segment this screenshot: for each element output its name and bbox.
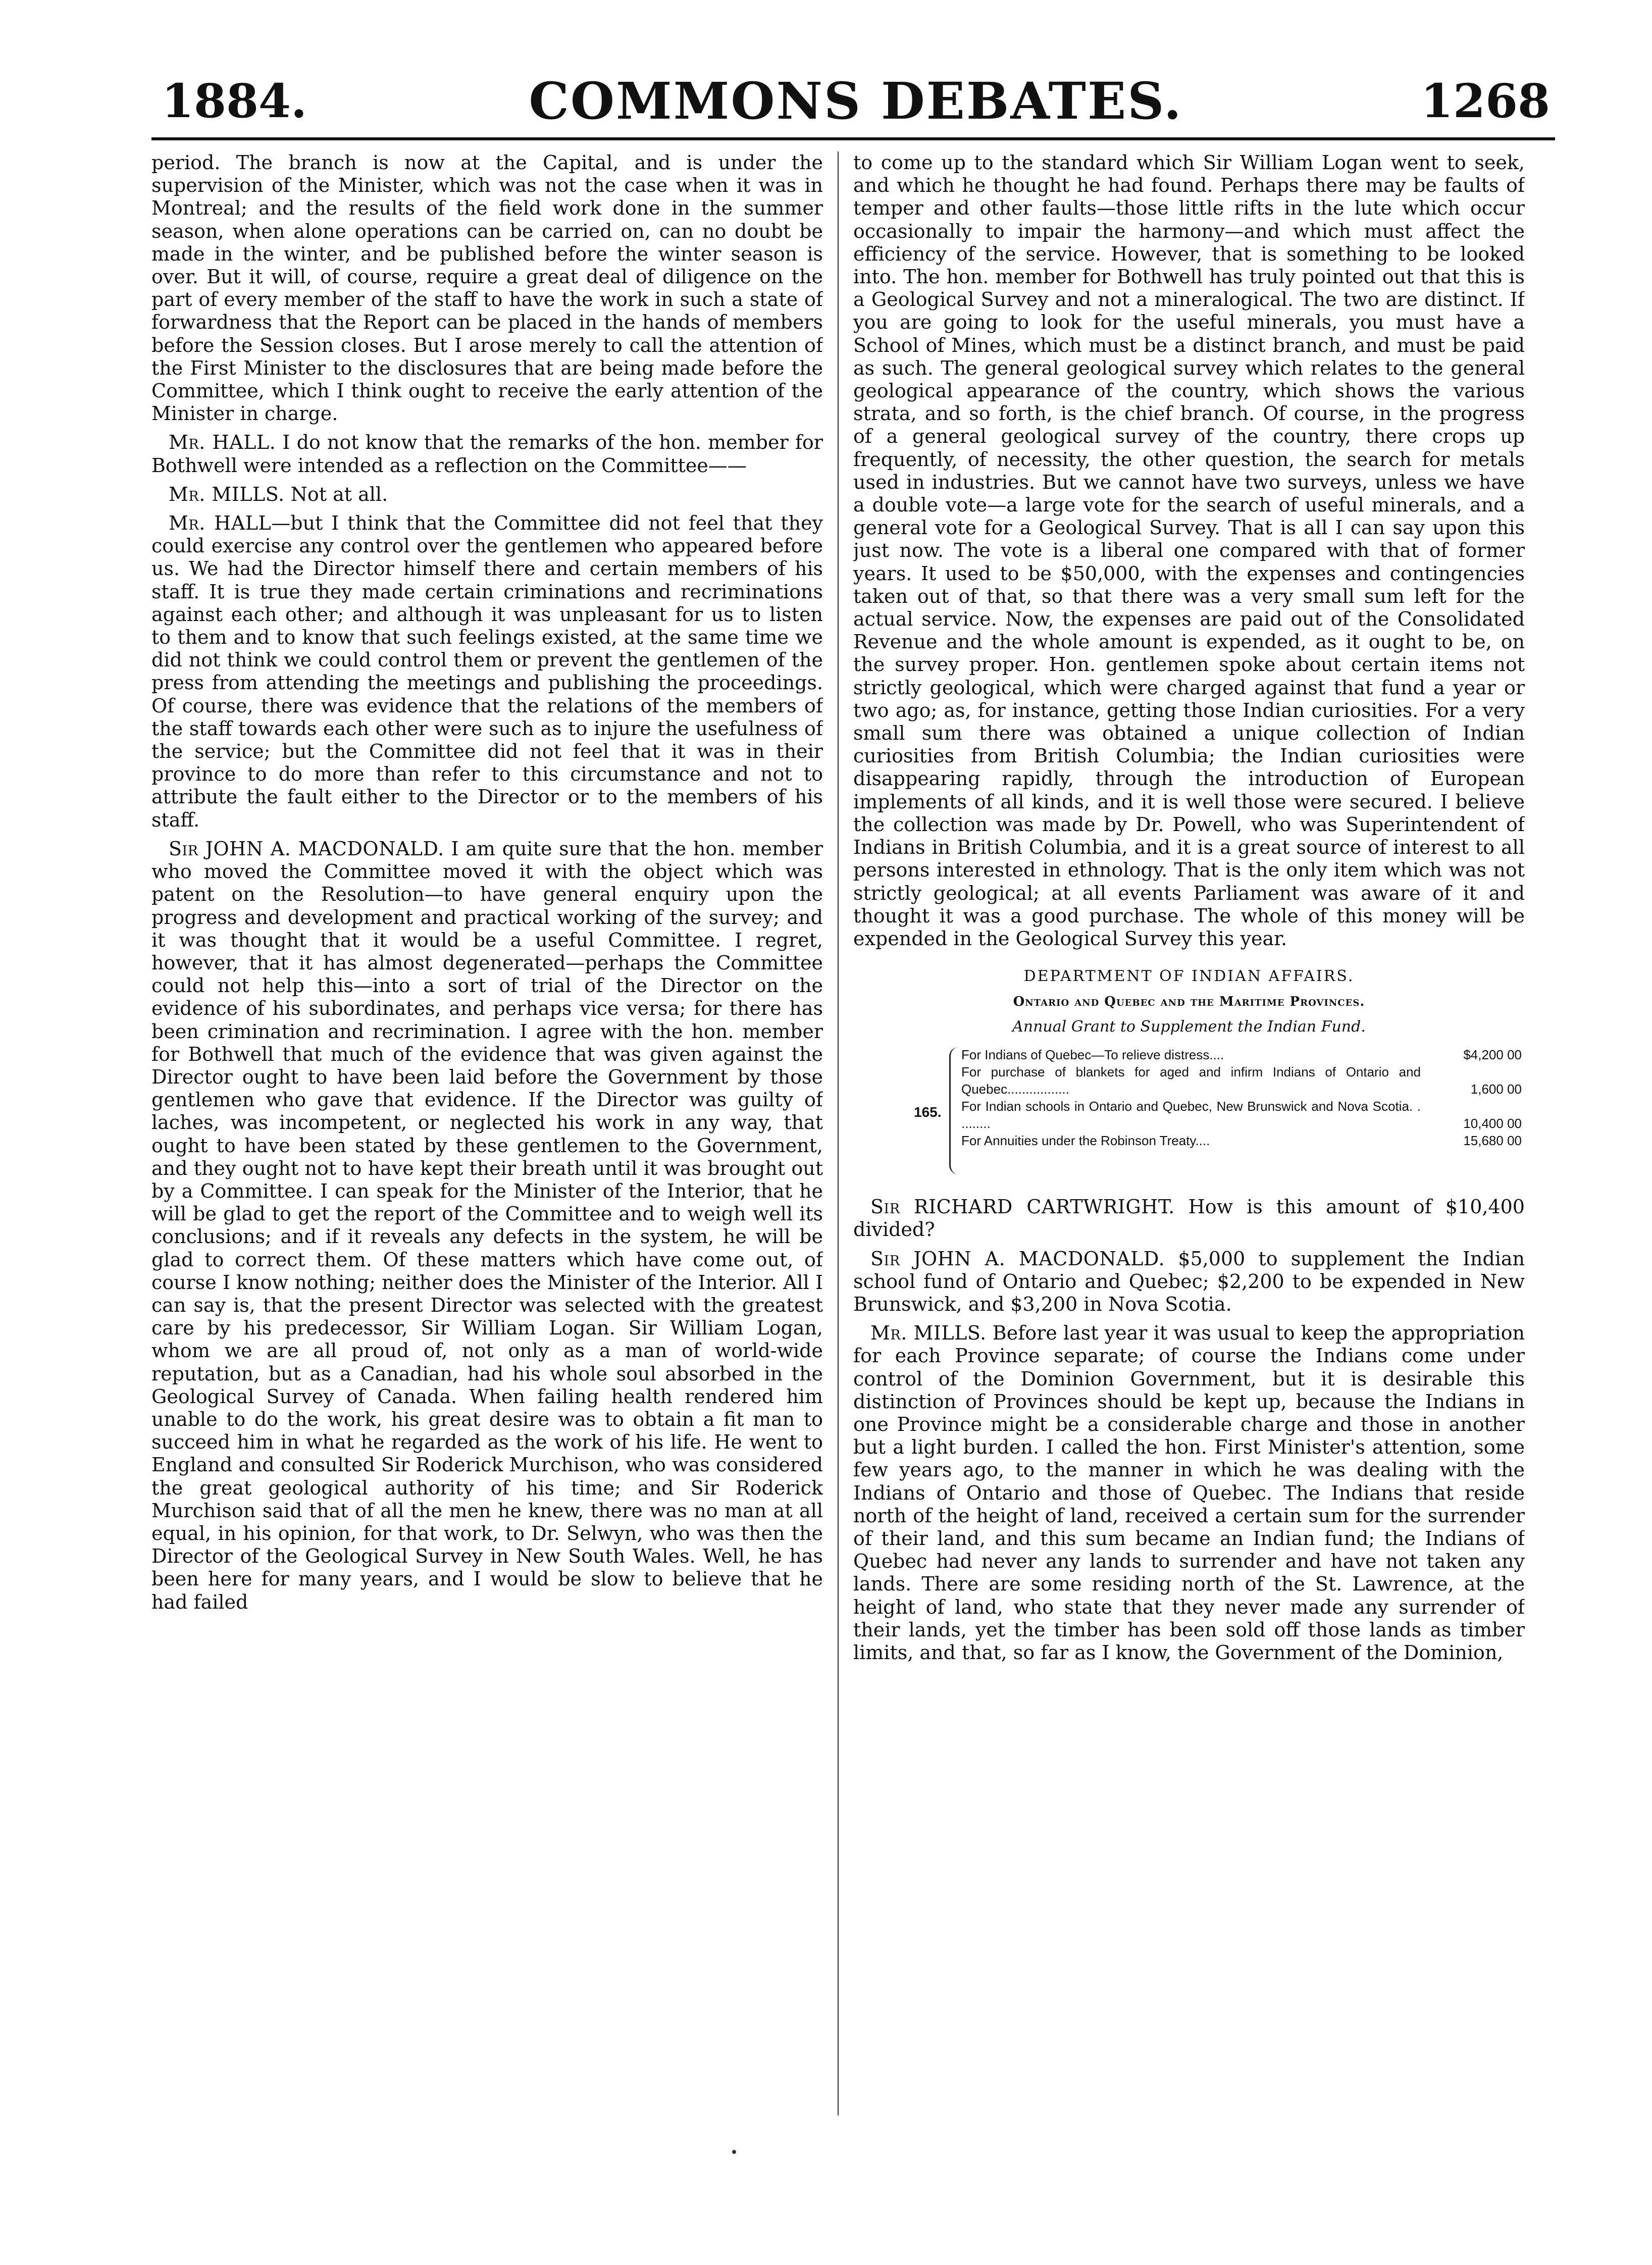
vote-item bbox=[961, 1063, 1522, 1098]
right-column bbox=[853, 151, 1525, 2171]
speech-text: How is this amount of $10,400 divided? bbox=[853, 1196, 1525, 1241]
department-heading bbox=[853, 965, 1525, 1038]
speaker-name: Mr. MILLS. bbox=[870, 1322, 987, 1345]
vote-item bbox=[961, 1132, 1522, 1149]
speech-text: $5,000 to supplement the Indian school fund of Ontario and Quebec; $2,200 to be expended in New Brunswick, and $3,200 in Nova Scotia. bbox=[853, 1247, 1525, 1315]
department-region: Ontario and Quebec and the Maritime Provinces. bbox=[1013, 994, 1365, 1010]
print-mark bbox=[732, 2150, 736, 2154]
page-header bbox=[162, 71, 1550, 131]
vote-item-amount: $4,200 00 bbox=[1463, 1047, 1522, 1063]
vote-item-amount: 1,600 00 bbox=[1470, 1082, 1522, 1097]
paragraph: period. The branch is now at the Capital, and is under the supervision of the Minister, which was not the case when it was in Montreal; and the results of the field work done in the summer season, when alone operations can be carried on, can no doubt be made in the winter, and be published before the winter season is over. But it will, of course, require a great deal of diligence on the part of every member of the staff to have the work in such a state of forwardness that the Report can be placed in the hands of members before the Session closes. But I arose merely to call the attention of the First Minister to the disclosures that are being made before the Committee, which I think ought to receive the early attention of the Minister in charge. bbox=[151, 151, 823, 425]
speech bbox=[151, 512, 823, 832]
left-column bbox=[151, 151, 823, 2171]
header-rule bbox=[151, 137, 1555, 140]
paragraph: to come up to the standard which Sir William Logan went to seek, and which he thought he had found. Perhaps there may be faults of temper and other faults—those little rifts in the lute which occur occasionally to impair the harmony—and which must affect the efficiency of the service. However, that is something to be looked into. The hon. member for Bothwell has truly pointed out that this is a Geological Survey and not a mineralogical. The two are distinct. If you are going to look for the useful minerals, you must have a School of Mines, which must be a distinct branch, and must be paid as such. The general geological survey which relates to the general geological appearance of the country, which shows the various strata, and so forth, is the chief branch. Of course, in the progress of a general geological survey of the country, there crops up frequently, of necessity, the other question, the search for metals used in industries. But we cannot have two surveys, unless we have a double vote—a large vote for the search of useful minerals, and a general vote for a Geological Survey. That is all I can say upon this just now. The vote is a liberal one compared with that of former years. It used to be $50,000, with the expenses and contingencies taken out of that, so that there was a very small sum left for the actual service. Now, the expenses are paid out of the Consolidated Revenue and the whole amount is expended, as it ought to be, on the survey proper. Hon. gentlemen spoke about certain items not strictly geological, which were charged against that fund a year or two ago; as, for instance, getting those Indian curiosities. For a very small sum there was obtained a unique collection of Indian curiosities from British Columbia; the Indian curiosities were disappearing rapidly, through the introduction of European implements of all kinds, and it is well those were secured. I believe the collection was made by Dr. Powell, who was Superintendent of Indians in British Columbia, and it is a great source of interest to all persons interested in ethnology. That is the only item which was not strictly geological; at all events Parliament was aware of it and thought it was a good purchase. The whole of this money will be expended in the Geological Survey this year. bbox=[853, 151, 1525, 950]
vote-item-description: For Annuities under the Robinson Treaty.... bbox=[961, 1133, 1210, 1149]
speaker-name: Mr. MILLS. bbox=[169, 483, 285, 505]
department-grant: Annual Grant to Supplement the Indian Fund. bbox=[1012, 1018, 1366, 1036]
speech-text: Not at all. bbox=[290, 483, 388, 505]
vote-item-description: For Indian schools in Ontario and Quebec, New Brunswick and Nova Scotia. . ........ bbox=[961, 1099, 1421, 1131]
speech-text: —but I think that the Committee did not feel that they could exercise any control over the gentlemen who appeared before us. We had the Director himself there and certain members of his staff. It is true they made certain criminations and recriminations against each other; and although it was unpleasant for us to listen to them and to know that such feelings existed, at the same time we did not think we could control them or prevent the gentlemen of the press from attending the meetings and publishing the proceedings. Of course, there was evidence that the relations of the members of the staff towards each other were such as to injure the usefulness of the service; but the Committee did not feel that it was in their province to do more than refer to this circumstance and not to attribute the fault either to the Director or to the members of his staff. bbox=[151, 512, 823, 831]
speech-text: I am quite sure that the hon. member who moved the Committee moved it with the object which was patent on the Resolution—to have general enquiry upon the progress and development and practical working of the survey; and it was thought that it would be a useful Committee. I regret, however, that it has almost degenerated—perhaps the Committee could not help this—into a sort of trial of the Director on the evidence of his subordinates, and perhaps vice versa; for there has been crimination and recrimination. I agree with the hon. member for Bothwell that much of the evidence that was given against the Director ought to have been laid before the Government by those gentlemen who gave that evidence. If the Director was guilty of laches, was incompetent, or neglected his work in any way, that ought to have been stated by these gentlemen to the Government, and they ought not to have kept their breath until it was brought out by a Committee. I can speak for the Minister of the Interior, that he will be glad to get the report of the Committee and to weigh well its conclusions; and if it reveals any defects in the system, he will be glad to correct them. Of these matters which have come out, of course I know nothing; neither does the Minister of the Interior. All I can say is, that the present Director was selected with the greatest care by his predecessor, Sir William Logan. Sir William Logan, whom we are all proud of, not only as a man of world-wide reputation, but as a Canadian, had his whole soul absorbed in the Geological Survey of Canada. When failing health rendered him unable to do the work, his great desire was to obtain a fit man to succeed him in what he regarded as the work of his life. He went to England and consulted Sir Roderick Murchison, who was considered the great geological authority of his time; and Sir Roderick Murchison said that of all the men he knew, there was no man at all equal, in his opinion, for that work, to Dr. Selwyn, who was then the Director of the Geological Survey in New South Wales. Well, he has been here for many years, and I would be slow to believe that he had failed bbox=[151, 837, 823, 1613]
vote-items bbox=[961, 1046, 1522, 1149]
speech bbox=[853, 1248, 1525, 1316]
vote-item-amount: 10,400 00 bbox=[1463, 1116, 1522, 1131]
vote-item-description: For purchase of blankets for aged and infirm Indians of Ontario and Quebec................. bbox=[961, 1064, 1421, 1097]
speaker-name: Mr. HALL bbox=[169, 512, 272, 535]
vote-item-description: For Indians of Quebec—To relieve distress.... bbox=[961, 1047, 1224, 1063]
publication-title: COMMONS DEBATES. bbox=[529, 71, 1183, 131]
year: 1884. bbox=[162, 74, 307, 128]
speech-text: Before last year it was usual to keep the appropriation for each Province separate; of course the Indians come under control of the Dominion Government, but it is desirable this distinction of Provinces should be kept up, because the Indians in one Province might be a considerable charge and those in another but a light burden. I called the hon. First Minister's attention, some few years ago, to the manner in which he was dealing with the Indians of Ontario and those of Quebec. The Indians that reside north of the height of land, received a certain sum for the surrender of their land, and this sum became an Indian fund; the Indians of Quebec had never any lands to surrender and have not taken any lands. There are some residing north of the St. Lawrence, at the height of land, who state that they never made any surrender of their lands, yet the timber has been sold off those lands as timber limits, and that, so far as I know, the Government of the Dominion, bbox=[853, 1322, 1525, 1664]
department-title: DEPARTMENT OF INDIAN AFFAIRS. bbox=[1023, 967, 1355, 986]
speaker-name: Sir JOHN A. MACDONALD. bbox=[870, 1247, 1165, 1270]
speaker-name: Sir JOHN A. MACDONALD. bbox=[169, 837, 444, 860]
speech-text: I do not know that the remarks of the hon. member for Bothwell were intended as a reflection on the Committee—— bbox=[151, 431, 823, 477]
vote-table bbox=[853, 1044, 1525, 1180]
brace-icon bbox=[949, 1047, 960, 1174]
vote-item bbox=[961, 1098, 1522, 1132]
speaker-name: Mr. HALL. bbox=[169, 431, 276, 454]
vote-item-amount: 15,680 00 bbox=[1463, 1133, 1522, 1149]
speech bbox=[853, 1322, 1525, 1664]
speech bbox=[853, 1196, 1525, 1241]
speech bbox=[151, 838, 823, 1614]
page-number: 1268 bbox=[1420, 74, 1550, 128]
column-divider bbox=[838, 151, 839, 2116]
vote-number: 165. bbox=[914, 1104, 942, 1120]
speech bbox=[151, 483, 823, 506]
speech bbox=[151, 431, 823, 477]
speaker-name: Sir RICHARD CARTWRIGHT. bbox=[870, 1196, 1175, 1218]
vote-item bbox=[961, 1046, 1522, 1063]
